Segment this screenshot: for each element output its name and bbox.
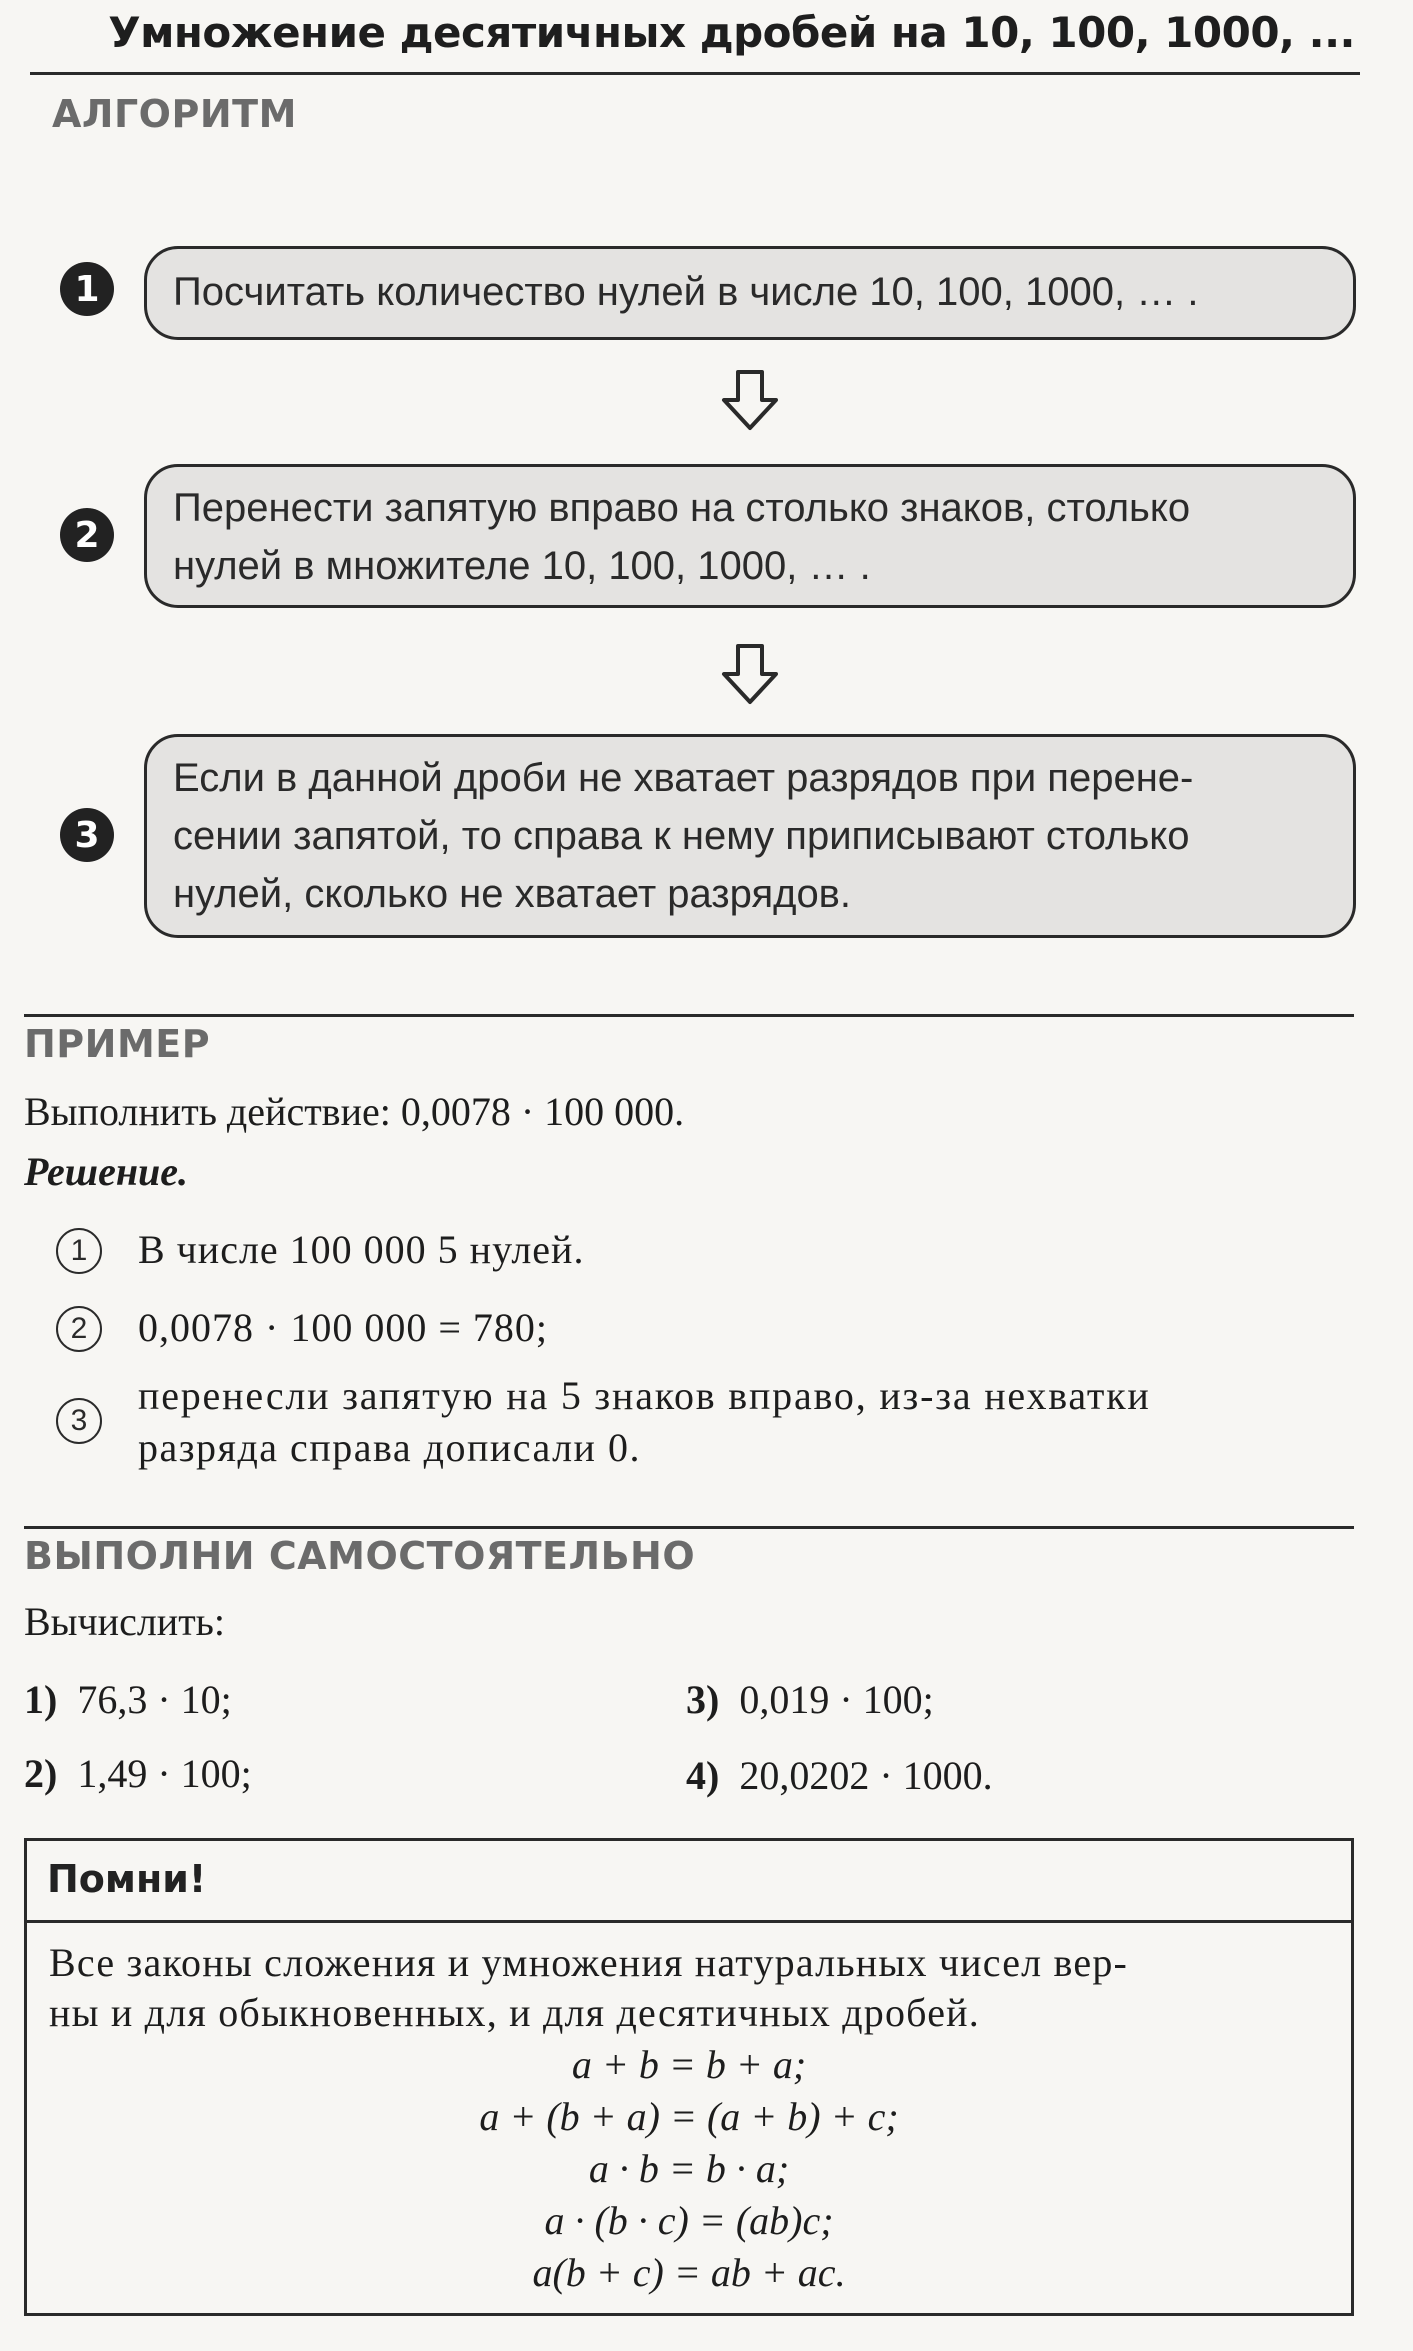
example-task: Выполнить действие: 0,0078 · 100 000.	[24, 1089, 685, 1134]
example-step-2-text: 0,0078 · 100 000 = 780;	[138, 1305, 548, 1350]
practice-rule	[24, 1526, 1354, 1529]
remember-heading: Помни!	[47, 1857, 207, 1901]
algorithm-step-2-number: 2	[60, 508, 114, 562]
practice-prompt: Вычислить:	[24, 1599, 226, 1644]
algorithm-step-1-number: 1	[60, 262, 114, 316]
practice-item-1	[24, 1676, 232, 1723]
practice-item-4-label: 4)	[686, 1753, 720, 1798]
practice-item-2-expr: 1,49 · 100;	[77, 1751, 252, 1796]
example-heading: ПРИМЕР	[24, 1022, 211, 1066]
practice-item-4-expr: 20,0202 · 1000.	[739, 1753, 993, 1798]
algorithm-step-1-line-1: Посчитать количество нулей в числе 10, 100, 1000, … .	[173, 270, 1199, 314]
practice-item-3	[686, 1676, 934, 1723]
practice-item-3-expr: 0,019 · 100;	[739, 1677, 934, 1722]
practice-item-4	[686, 1752, 993, 1799]
remember-text-line-1: Все законы сложения и умножения натуральных чисел вер-	[49, 1940, 1129, 1985]
formula-commutative-multiplication: a · b = b · a;	[588, 2146, 790, 2191]
algorithm-heading: АЛГОРИТМ	[52, 92, 297, 136]
formula-associative-addition: a + (b + a) = (a + b) + c;	[479, 2094, 899, 2139]
formula-associative-multiplication: a · (b · c) = (ab)c;	[544, 2198, 834, 2243]
arrow-down-icon	[720, 370, 780, 432]
example-step-3-line-2: разряда справа дописали 0.	[138, 1425, 641, 1470]
practice-heading: ВЫПОЛНИ САМОСТОЯТЕЛЬНО	[24, 1534, 696, 1578]
example-step-2-number: 2	[56, 1306, 102, 1352]
formula-commutative-addition: a + b = b + a;	[571, 2042, 807, 2087]
algorithm-step-1-box	[144, 246, 1356, 340]
algorithm-step-3-box	[144, 734, 1356, 938]
remember-text-line-2: ны и для обыкновенных, и для десятичных дробей.	[49, 1990, 980, 2035]
solution-label: Решение.	[24, 1149, 189, 1194]
practice-item-3-label: 3)	[686, 1677, 720, 1722]
algorithm-step-3-number: 3	[60, 808, 114, 862]
page-title: Умножение десятичных дробей на 10, 100, 1000, ...	[108, 8, 1355, 57]
remember-box	[24, 1838, 1354, 2316]
remember-header	[27, 1841, 1351, 1923]
algorithm-step-3-line-2: сении запятой, то справа к нему приписывают столько	[173, 814, 1190, 858]
practice-item-2-label: 2)	[24, 1751, 58, 1796]
arrow-down-icon	[720, 644, 780, 706]
example-step-1-text: В числе 100 000 5 нулей.	[138, 1227, 585, 1272]
algorithm-step-3-line-1: Если в данной дроби не хватает разрядов при перене-	[173, 756, 1194, 800]
title-rule	[30, 72, 1360, 75]
example-step-3-number: 3	[56, 1398, 102, 1444]
formula-distributive: a(b + c) = ab + ac.	[532, 2250, 846, 2295]
example-rule	[24, 1014, 1354, 1017]
practice-item-1-expr: 76,3 · 10;	[77, 1677, 232, 1722]
algorithm-step-2-line-1: Перенести запятую вправо на столько знаков, столько	[173, 486, 1191, 530]
practice-item-2	[24, 1750, 252, 1797]
example-step-3-line-1: перенесли запятую на 5 знаков вправо, из-за нехватки	[138, 1373, 1151, 1418]
example-step-1-number: 1	[56, 1228, 102, 1274]
algorithm-step-2-line-2: нулей в множителе 10, 100, 1000, … .	[173, 544, 871, 588]
practice-item-1-label: 1)	[24, 1677, 58, 1722]
algorithm-step-3-line-3: нулей, сколько не хватает разрядов.	[173, 872, 852, 916]
algorithm-step-2-box	[144, 464, 1356, 608]
